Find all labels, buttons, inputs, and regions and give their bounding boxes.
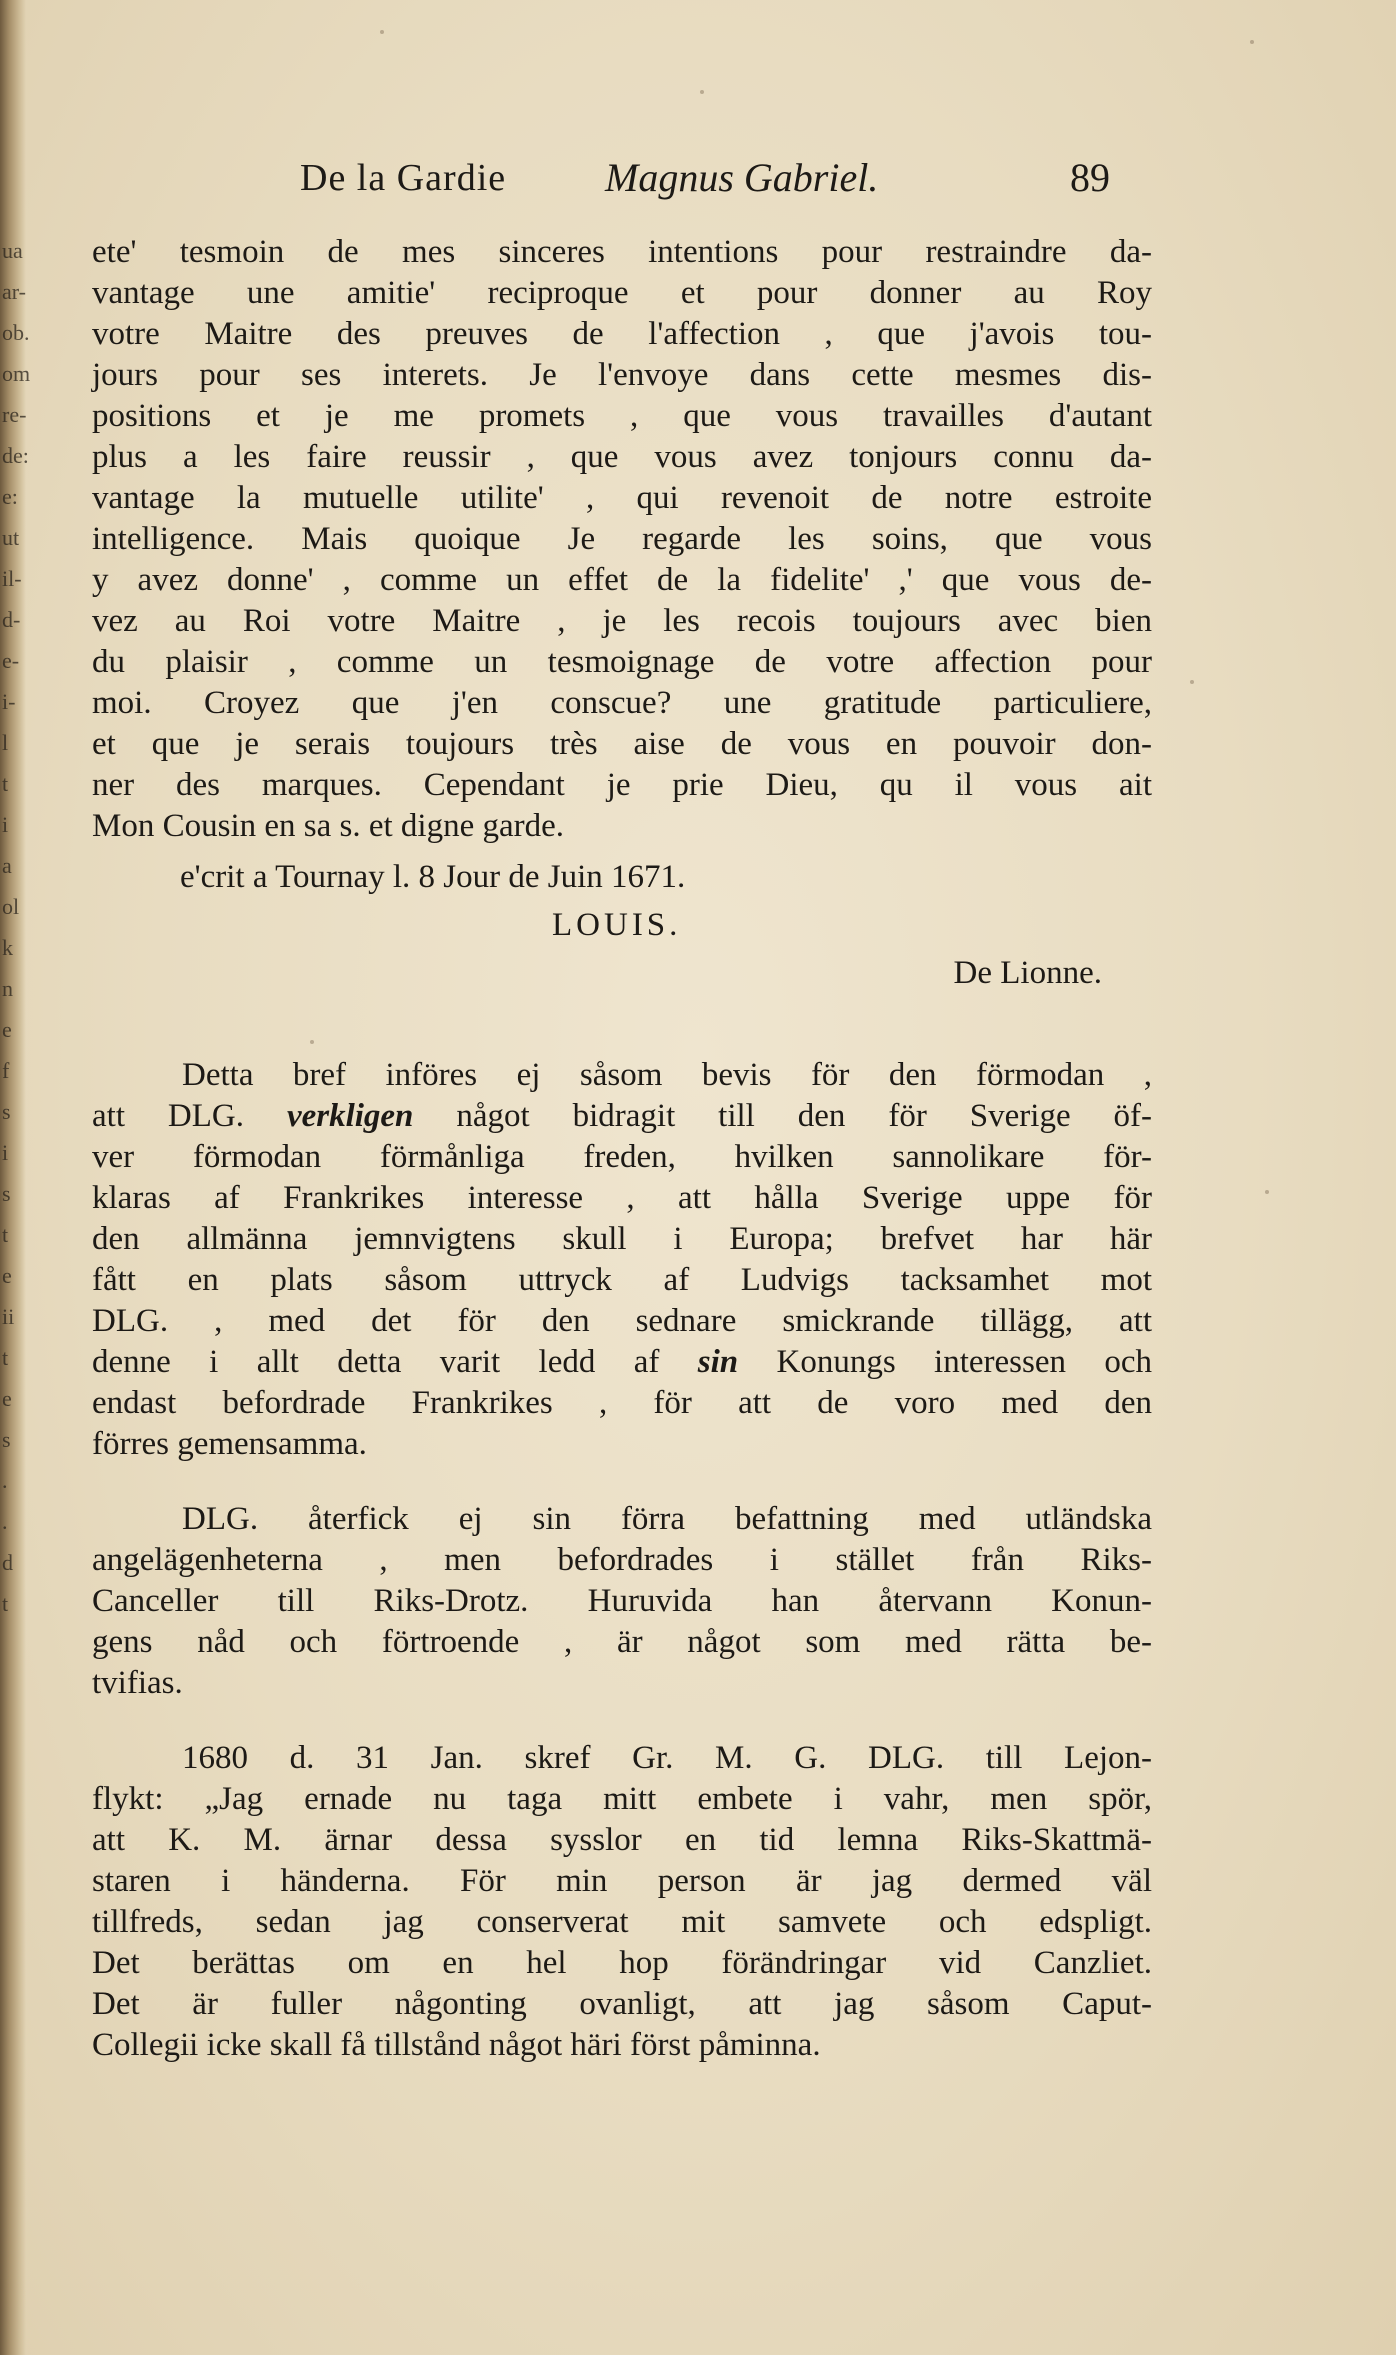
text-line: vez au Roi votre Maitre , je les recois toujours avec bien [92, 603, 1152, 639]
text-line: y avez donne' , comme un effet de la fidelite' ,' que vous de- [92, 562, 1152, 598]
adjacent-page-fragment: il- [2, 566, 22, 591]
paragraph-commentary [92, 1055, 1152, 1465]
paper-speck [1265, 1190, 1269, 1194]
paper-speck [310, 1040, 314, 1044]
adjacent-page-fragment: e [2, 1386, 12, 1411]
letter-date: e'crit a Tournay l. 8 Jour de Juin 1671. [180, 859, 686, 895]
spacer [92, 1465, 1152, 1499]
text-line: vantage la mutuelle utilite' , qui revenoit de notre estroite [92, 480, 1152, 516]
text-line: plus a les faire reussir , que vous avez tonjours connu da- [92, 439, 1152, 475]
paper-speck [700, 90, 704, 94]
binding-edge [0, 0, 31, 2355]
running-header [300, 148, 1120, 208]
adjacent-page-fragment: s [2, 1181, 11, 1206]
text-line: positions et je me promets , que vous travailles d'autant [92, 398, 1152, 434]
adjacent-page-fragment: e- [2, 648, 20, 673]
adjacent-page-fragment: i [2, 812, 9, 837]
spacer [92, 997, 1152, 1055]
paper-speck [380, 30, 384, 34]
text-line: Detta bref införes ej såsom bevis för den förmodan , [182, 1057, 1152, 1093]
text-line: klaras af Frankrikes interesse , att hålla Sverige uppe för [92, 1180, 1152, 1216]
text-line: votre Maitre des preuves de l'affection , que j'avois tou- [92, 316, 1152, 352]
header-title: Magnus Gabriel. [605, 155, 879, 200]
text-line: ner des marques. Cependant je prie Dieu, qu il vous ait [92, 767, 1152, 803]
adjacent-page-text [2, 230, 31, 1624]
text-line: Det berättas om en hel hop förändringar vid Canzliet. [92, 1945, 1152, 1981]
adjacent-page-fragment: ob. [2, 320, 30, 345]
adjacent-page-fragment: l [2, 730, 9, 755]
text-line: förres gemensamma. [92, 1426, 367, 1462]
text-line: ete' tesmoin de mes sinceres intentions pour restraindre da- [92, 234, 1152, 270]
adjacent-page-fragment: e [2, 1017, 12, 1042]
letter-countersign: De Lionne. [953, 955, 1102, 991]
adjacent-page-fragment: re- [2, 402, 27, 427]
text-line: Canceller till Riks-Drotz. Huruvida han återvann Konun- [92, 1583, 1152, 1619]
page-body [92, 232, 1152, 2066]
text-line: denne i allt detta varit ledd af sin Konungs interessen och [92, 1344, 1152, 1380]
text-line: Mon Cousin en sa s. et digne garde. [92, 808, 565, 844]
text-line: fått en plats såsom uttryck af Ludvigs tacksamhet mot [92, 1262, 1152, 1298]
adjacent-page-fragment: s [2, 1427, 11, 1452]
paragraph-letter-1680 [92, 1738, 1152, 2066]
adjacent-page-fragment: ol [2, 894, 20, 919]
page-number: 89 [1070, 155, 1110, 200]
adjacent-page-fragment: i- [2, 689, 16, 714]
text-line: 1680 d. 31 Jan. skref Gr. M. G. DLG. till Lejon- [182, 1740, 1152, 1776]
adjacent-page-fragment: t [2, 1222, 9, 1247]
adjacent-page-fragment: k [2, 935, 13, 960]
text-line: DLG. återfick ej sin förra befattning med utländska [182, 1501, 1152, 1537]
text-line: den allmänna jemnvigtens skull i Europa; brefvet har här [92, 1221, 1152, 1257]
text-line: DLG. , med det för den sednare smickrande tillägg, att [92, 1303, 1152, 1339]
emphasized-word: sin [697, 1344, 739, 1380]
paper-speck [1250, 40, 1254, 44]
adjacent-page-fragment: ii [2, 1304, 15, 1329]
letter-text [92, 232, 1152, 847]
text-line: intelligence. Mais quoique Je regarde les soins, que vous [92, 521, 1152, 557]
adjacent-page-fragment: om [2, 361, 31, 386]
text-line: gens nåd och förtroende , är något som med rätta be- [92, 1624, 1152, 1660]
adjacent-page-fragment: t [2, 1591, 9, 1616]
text-line: et que je serais toujours très aise de vous en pouvoir don- [92, 726, 1152, 762]
text-line: Collegii icke skall få tillstånd något häri först påminna. [92, 2027, 821, 2063]
text-line: jours pour ses interets. Je l'envoye dans cette mesmes dis- [92, 357, 1152, 393]
text-line: tillfreds, sedan jag conserverat mit samvete och edspligt. [92, 1904, 1152, 1940]
adjacent-page-fragment: a [2, 853, 12, 878]
emphasized-word: verkligen [286, 1098, 414, 1134]
adjacent-page-fragment: e: [2, 484, 18, 509]
adjacent-page-fragment: ua [2, 238, 23, 263]
spacer [92, 1704, 1152, 1738]
adjacent-page-fragment: e [2, 1263, 12, 1288]
text-line: vantage une amitie' reciproque et pour donner au Roy [92, 275, 1152, 311]
adjacent-page-fragment: t [2, 771, 9, 796]
adjacent-page-fragment: ut [2, 525, 20, 550]
text-line: endast befordrade Frankrikes , för att de voro med den [92, 1385, 1152, 1421]
adjacent-page-fragment: f [2, 1058, 10, 1083]
adjacent-page-fragment: d- [2, 607, 21, 632]
adjacent-page-fragment: . [2, 1509, 8, 1534]
text-line: staren i händerna. För min person är jag dermed väl [92, 1863, 1152, 1899]
text-line: tvifias. [92, 1665, 183, 1701]
adjacent-page-fragment: ar- [2, 279, 26, 304]
paragraph-office [92, 1499, 1152, 1704]
adjacent-page-fragment: t [2, 1345, 9, 1370]
adjacent-page-fragment: n [2, 976, 13, 1001]
text-line: angelägenheterna , men befordrades i stället från Riks- [92, 1542, 1152, 1578]
adjacent-page-fragment: d [2, 1550, 13, 1575]
text-line: moi. Croyez que j'en conscue? une gratitude particuliere, [92, 685, 1152, 721]
text-line: flykt: „Jag ernade nu taga mitt embete i vahr, men spör, [92, 1781, 1152, 1817]
adjacent-page-fragment: i [2, 1140, 9, 1165]
text-line: att K. M. ärnar dessa sysslor en tid lemna Riks-Skattmä- [92, 1822, 1152, 1858]
header-author: De la Gardie [300, 157, 507, 199]
adjacent-page-fragment: de: [2, 443, 29, 468]
text-line: du plaisir , comme un tesmoignage de votre affection pour [92, 644, 1152, 680]
text-line: Det är fuller någonting ovanligt, att jag såsom Caput- [92, 1986, 1152, 2022]
letter-signature: LOUIS. [552, 907, 682, 943]
adjacent-page-fragment: . [2, 1468, 8, 1493]
text-line: att DLG. verkligen något bidragit till den för Sverige öf- [92, 1098, 1152, 1134]
paper-speck [1190, 680, 1194, 684]
adjacent-page-fragment: s [2, 1099, 11, 1124]
text-line: ver förmodan förmånliga freden, hvilken sannolikare för- [92, 1139, 1152, 1175]
